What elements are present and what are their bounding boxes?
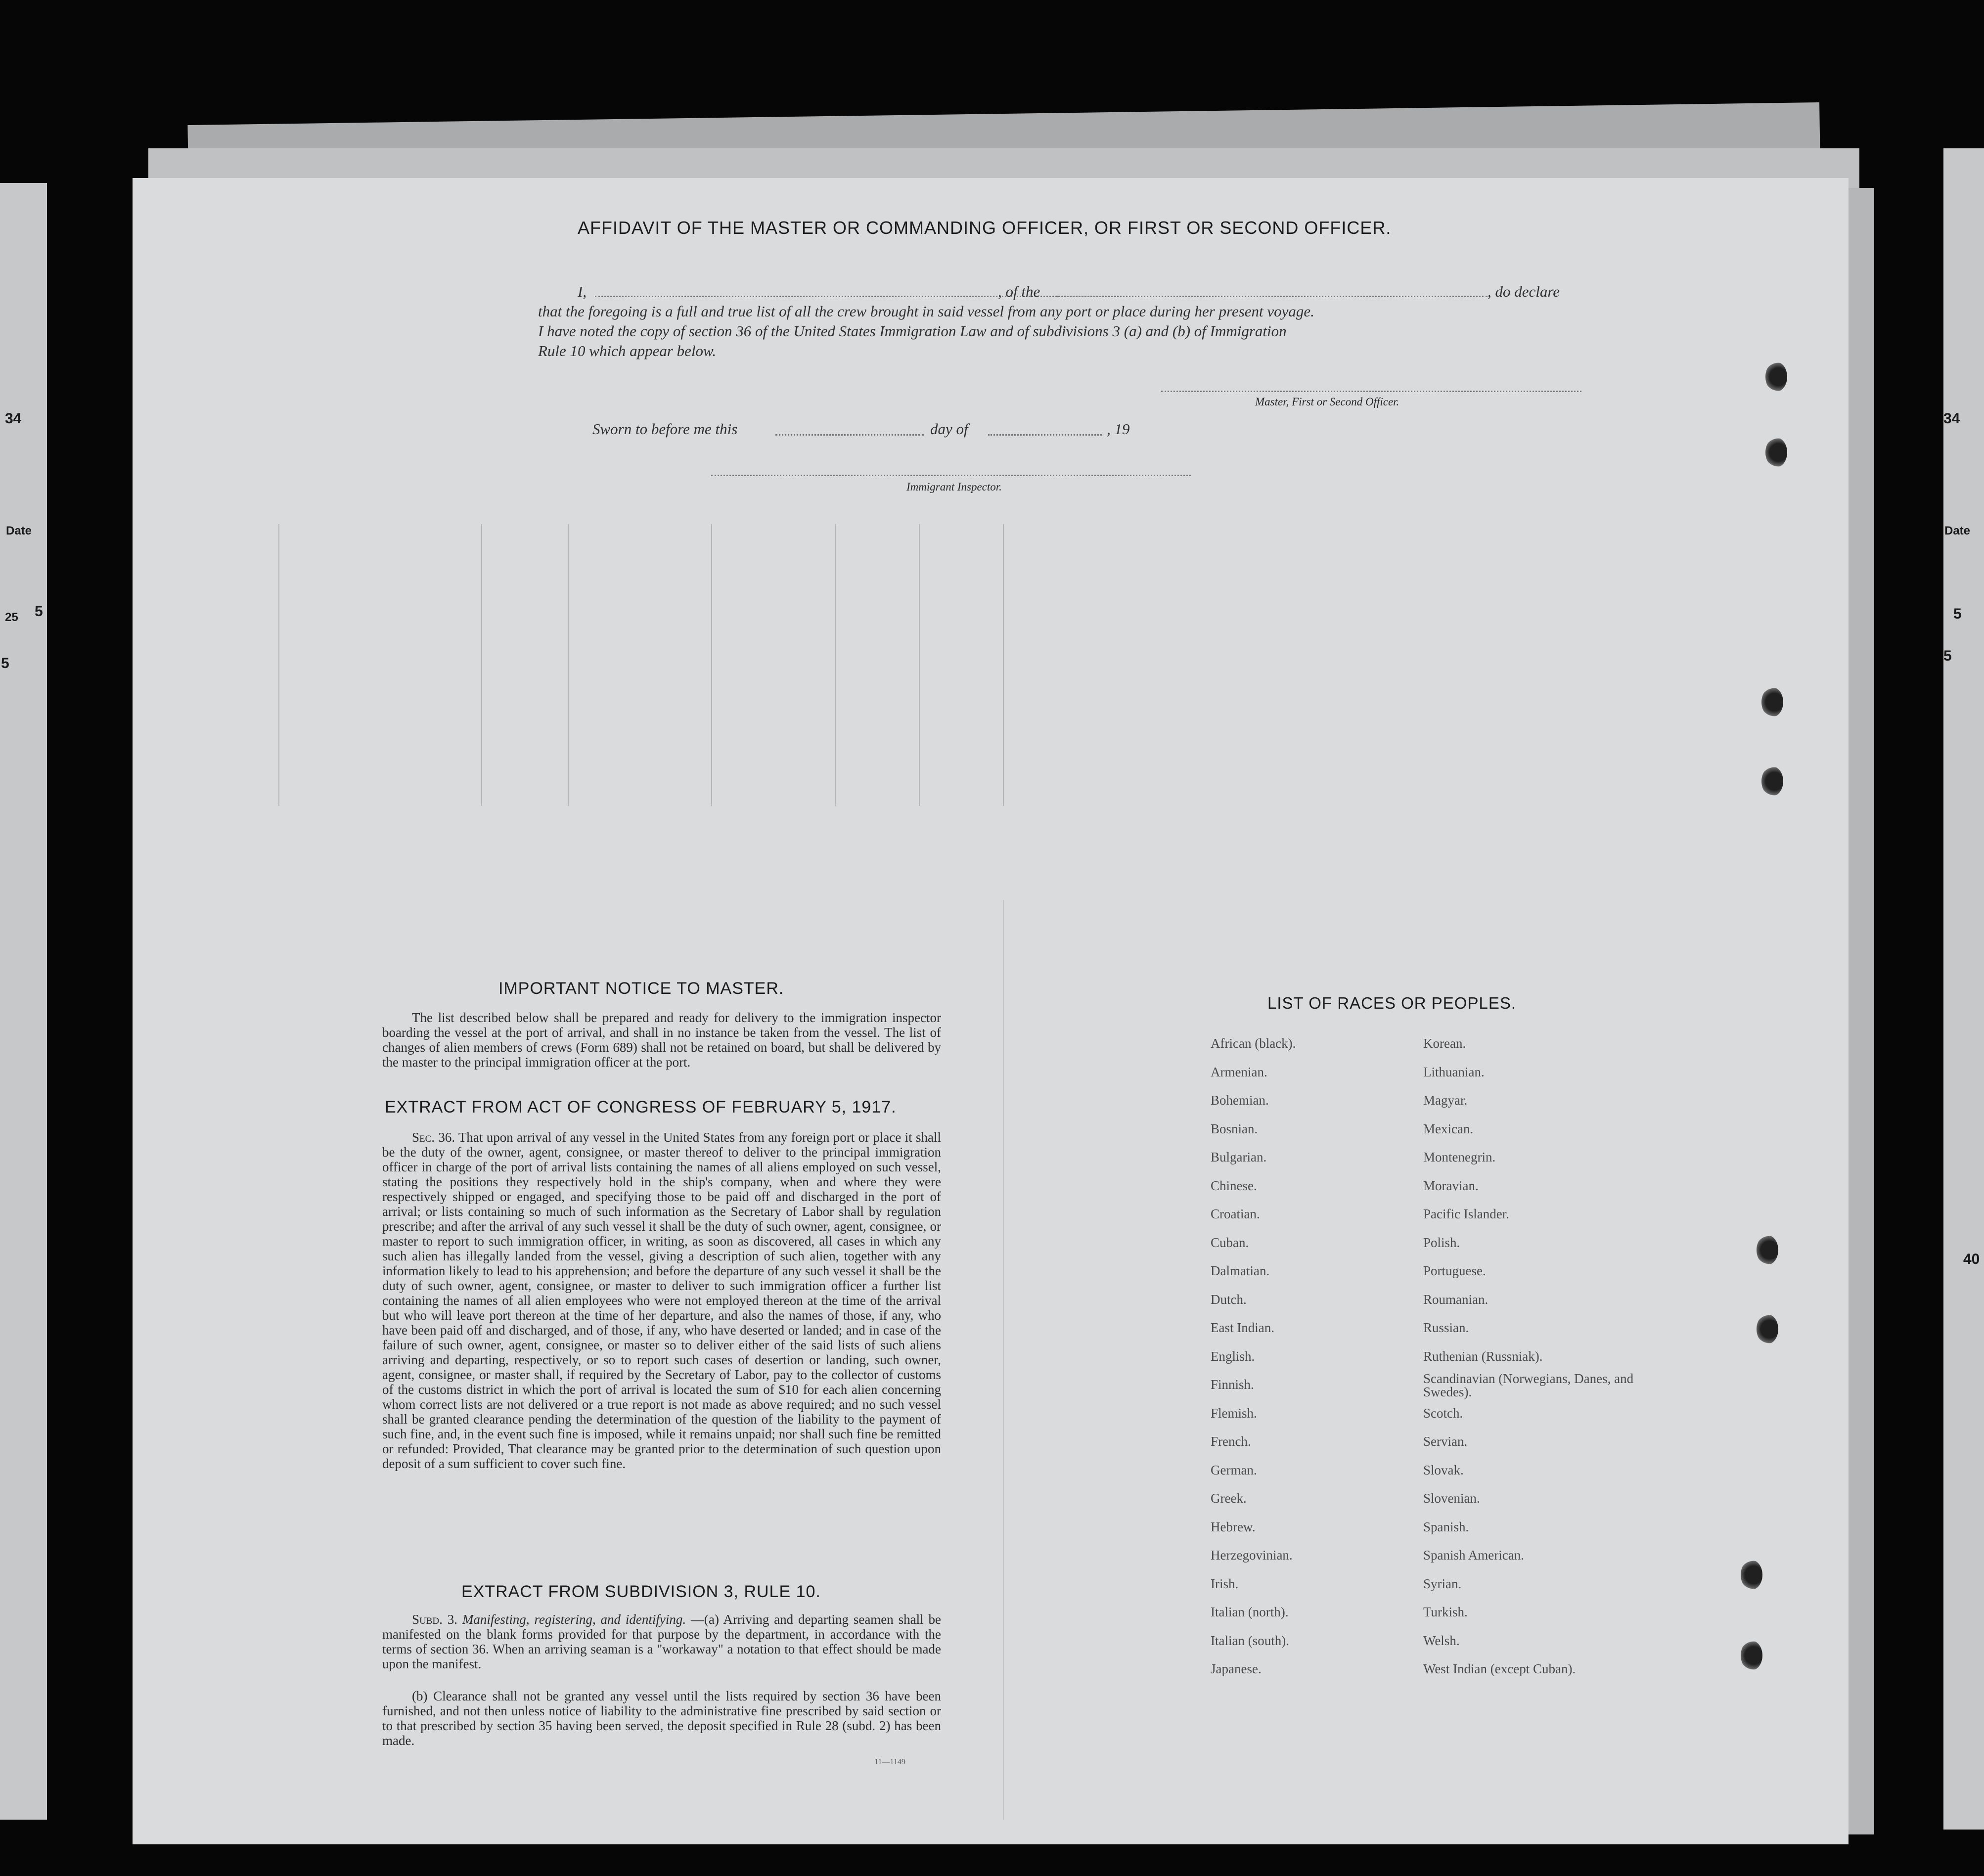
race-item: Bulgarian. [1211, 1150, 1267, 1164]
sworn-month-line [988, 434, 1102, 436]
race-item: Polish. [1423, 1235, 1460, 1250]
races-title: LIST OF RACES OR PEOPLES. [1267, 994, 1517, 1012]
punch-hole [1761, 766, 1783, 796]
race-item: Armenian. [1211, 1064, 1267, 1079]
subd-label: Subd. 3. [412, 1612, 457, 1627]
inspector-signature-line [711, 475, 1191, 476]
race-item: Mexican. [1423, 1121, 1474, 1136]
sworn-day-line [775, 434, 924, 436]
race-item: Spanish. [1423, 1519, 1469, 1534]
bleed-through-line [481, 524, 482, 806]
race-item: Turkish. [1423, 1605, 1468, 1619]
extract-rule-para-a [382, 1612, 941, 1671]
margin-mark: 34 [1943, 410, 1960, 427]
race-item: Bosnian. [1211, 1121, 1258, 1136]
bleed-through-line [1003, 900, 1004, 1820]
punch-hole [1757, 1235, 1778, 1265]
race-item: Dalmatian. [1211, 1263, 1270, 1278]
race-item: Pacific Islander. [1423, 1206, 1509, 1221]
affidavit-line-3: I have noted the copy of section 36 of the United States Immigration Law and of subdivisions 3 (a) and (b) of Immigration [538, 322, 1287, 340]
affidavit-title: AFFIDAVIT OF THE MASTER OR COMMANDING OFFICER, OR FIRST OR SECOND OFFICER. [578, 218, 1392, 238]
race-item: East Indian. [1211, 1320, 1274, 1335]
extract-rule-para-b: (b) Clearance shall not be granted any vessel until the lists required by section 36 have been furnished, and not then unless notice of liability to the administrative fine prescribed by said section or to that prescribed by section 35 having been served, the deposit specified in Rule 28 (subd. 2) has been made. [382, 1689, 941, 1748]
declarant-name-line [595, 296, 1119, 297]
punch-hole [1765, 362, 1787, 392]
race-item: Moravian. [1423, 1178, 1479, 1193]
race-item: Flemish. [1211, 1405, 1257, 1421]
race-item: Greek. [1211, 1491, 1247, 1506]
bleed-through-line [835, 524, 836, 806]
race-item: Italian (south). [1211, 1633, 1289, 1648]
form-code: 11—1149 [874, 1758, 905, 1766]
punch-hole [1741, 1641, 1762, 1670]
race-item: Russian. [1423, 1320, 1469, 1335]
bleed-through-line [1003, 524, 1004, 806]
race-item: Chinese. [1211, 1178, 1257, 1193]
race-item: Scotch. [1423, 1405, 1463, 1421]
race-item: French. [1211, 1434, 1251, 1449]
margin-mark: 5 [1943, 648, 1952, 664]
margin-mark: 5 [1953, 606, 1962, 622]
of-the-text: , of the [998, 283, 1040, 300]
punch-hole [1757, 1314, 1778, 1344]
race-item: German. [1211, 1462, 1257, 1477]
extract-act-body [382, 1130, 941, 1471]
subd-text: —(a) Arriving and departing seamen shall be manifested on the blank forms provided for that purpose by the department, in accordance with the terms of section 36. When an arriving seaman is a "workaway" a notation to that effect should be made upon the manifest. [382, 1612, 941, 1671]
margin-mark: 40 [1963, 1251, 1980, 1267]
bleed-through-line [278, 524, 279, 806]
race-item: Welsh. [1423, 1633, 1460, 1648]
manifest-page [133, 178, 1849, 1844]
punch-hole [1765, 438, 1787, 467]
race-item: Lithuanian. [1423, 1064, 1485, 1079]
notice-title: IMPORTANT NOTICE TO MASTER. [498, 979, 784, 998]
race-item: Scandinavian (Norwegians, Danes, and Swedes). [1423, 1371, 1634, 1399]
vessel-name-line [1057, 296, 1488, 297]
sworn-text: Sworn to before me this [592, 420, 738, 438]
signature-line [1161, 391, 1581, 392]
adjacent-page-left [0, 183, 47, 1820]
race-item: Finnish. [1211, 1377, 1254, 1392]
race-item: Portuguese. [1423, 1263, 1486, 1278]
margin-mark: Date [1944, 524, 1971, 537]
signature-caption: Master, First or Second Officer. [1255, 396, 1399, 408]
margin-mark: 25 [5, 611, 18, 624]
notice-body: The list described below shall be prepared and ready for delivery to the immigration inspector boarding the vessel at the port of arrival, and shall in no instance be taken from the vessel. The list of changes of alien members of crews (Form 689) shall not be retained on board, but shall be delivered by the master to the principal immigration officer at the port. [382, 1010, 941, 1070]
race-item: Cuban. [1211, 1235, 1249, 1250]
bleed-through-line [919, 524, 920, 806]
race-item: Dutch. [1211, 1292, 1247, 1307]
race-item: English. [1211, 1348, 1255, 1364]
race-item: Italian (north). [1211, 1605, 1289, 1619]
extract-rule-title: EXTRACT FROM SUBDIVISION 3, RULE 10. [461, 1582, 821, 1601]
race-item: Herzegovinian. [1211, 1548, 1293, 1563]
margin-mark: 5 [35, 603, 43, 620]
race-item: Hebrew. [1211, 1519, 1256, 1534]
race-item: Roumanian. [1423, 1292, 1488, 1307]
race-item: West Indian (except Cuban). [1423, 1661, 1576, 1676]
race-item: Japanese. [1211, 1661, 1262, 1676]
race-item: Syrian. [1423, 1576, 1462, 1591]
margin-mark: Date [6, 524, 32, 537]
punch-hole [1741, 1560, 1762, 1590]
section-label: Sec. 36. [412, 1130, 455, 1145]
bleed-through-line [568, 524, 569, 806]
margin-mark: 34 [5, 410, 22, 427]
race-item: Ruthenian (Russniak). [1423, 1348, 1543, 1364]
race-item: Magyar. [1423, 1093, 1468, 1108]
bleed-through-line [711, 524, 712, 806]
race-item: Irish. [1211, 1576, 1239, 1591]
race-item: Montenegrin. [1423, 1150, 1496, 1164]
race-item: Spanish American. [1423, 1548, 1524, 1563]
do-declare-text: , do declare [1488, 283, 1560, 300]
race-item: Bohemian. [1211, 1093, 1269, 1108]
adjacent-page-right [1943, 148, 1984, 1830]
race-item: Slovenian. [1423, 1491, 1480, 1506]
race-item: Korean. [1423, 1036, 1466, 1051]
race-item: Slovak. [1423, 1462, 1464, 1477]
affidavit-line-2: that the foregoing is a full and true list of all the crew brought in said vessel from any port or place during her present voyage. [538, 303, 1314, 320]
section-text: That upon arrival of any vessel in the United States from any foreign port or place it shall be the duty of the owner, agent, consignee, or master thereof to deliver to the principal immigration officer in charge of the port of arrival lists containing the names of all aliens employed on such vessel, stating the positions they respectively hold in the ship's company, when and where they were respectively shipped or engaged, and specifying those to be paid off and discharged in the port of arrival; or lists containing so much of such information as the Secretary of Labor shall by regulation prescribe; and after the arrival of any such vessel it shall be the duty of such owner, agent, consignee, or master to report to such immigration officer, in writing, as soon as discovered, all cases in which any such alien has illegally landed from the vessel, giving a description of such alien, together with any information likely to lead to his apprehension; and before the departure of any such vessel it shall be the duty of such owner, agent, consignee, or master to deliver to such immigration officer a further list containing the names of all alien employees who were not employed thereon at the time of the arrival but who will leave port thereon at the time of her departure, and also the names of those, if any, who have been paid off and discharged, and of those, if any, who have deserted or landed; and in case of the failure of such owner, agent, consignee, or master so to deliver either of the said lists of such aliens arriving and departing, respectively, or so to report such cases of desertion or landing, such owner, agent, consignee, or master shall, if required by the Secretary of Labor, pay to the collector of customs of the customs district in which the port of arrival is located the sum of $10 for each alien concerning whom correct lists are not delivered or a true report is not made as above required; and no such vessel shall be granted clearance pending the determination of the question of the liability to the payment of such fine, and, in the event such fine is imposed, while it remains unpaid; nor shall such fine be remitted or refunded: Provided, That clearance may be granted prior to the determination of such question upon deposit of a sum sufficient to cover such fine. [382, 1130, 941, 1471]
race-item: Croatian. [1211, 1206, 1260, 1221]
affidavit-line-4: Rule 10 which appear below. [538, 342, 717, 359]
margin-mark: 5 [1, 655, 9, 671]
extract-act-title: EXTRACT FROM ACT OF CONGRESS OF FEBRUARY 5, 1917. [385, 1098, 897, 1117]
subd-heading: Manifesting, registering, and identifying. [462, 1612, 686, 1627]
day-of-text: day of [930, 420, 968, 438]
race-item: Servian. [1423, 1434, 1468, 1449]
race-item: African (black). [1211, 1036, 1296, 1051]
inspector-caption: Immigrant Inspector. [906, 481, 1002, 493]
year-prefix: , 19 [1107, 420, 1130, 438]
punch-hole [1761, 687, 1783, 717]
declarant-prefix: I, [578, 283, 587, 300]
